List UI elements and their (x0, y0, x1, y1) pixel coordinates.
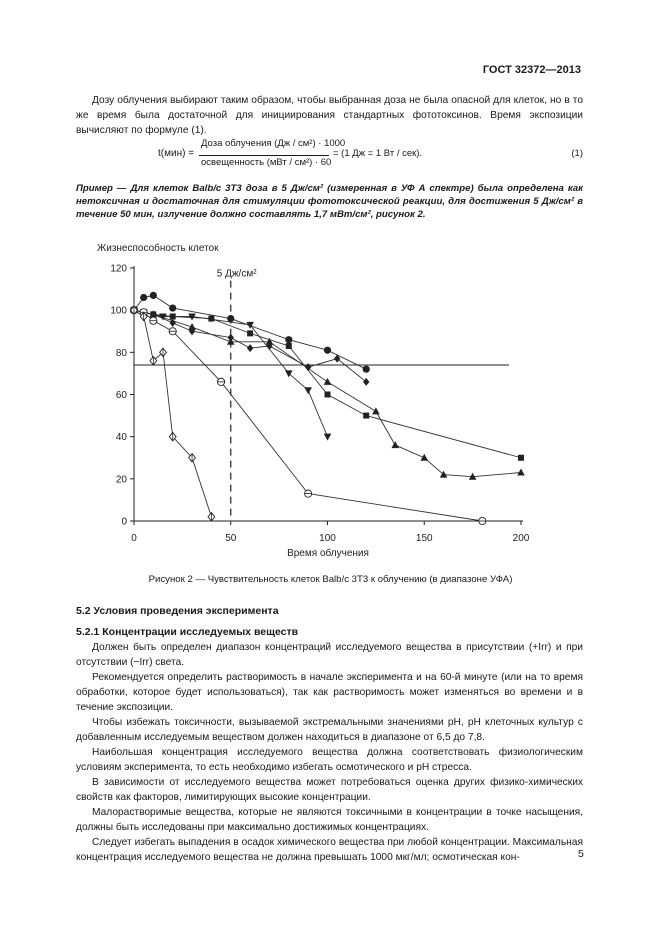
data-point (140, 294, 147, 301)
formula-numerator: Доза облучения (Дж / см²) · 1000 (201, 138, 346, 149)
chart-axes (97, 242, 530, 559)
y-tick-label: 100 (110, 305, 127, 317)
data-point (304, 387, 312, 394)
body-paragraph-6: Малорастворимые вещества, которые не являются токсичными в концентрации в точке насыщения, должны быть исследованы при максимально достижимых концентрациях. (76, 807, 583, 833)
y-axis-label: Жизнеспособность клеток (97, 243, 219, 254)
data-point (285, 370, 293, 377)
dose-annotation: 5 Дж/см² (216, 268, 257, 280)
data-point (247, 344, 253, 352)
subsection-title: 5.2.1 Концентрации исследуемых веществ (76, 626, 299, 638)
body-paragraph-1: Должен быть определен диапазон концентраций исследуемого вещества в присутствии (+Irr) и при отсутствии (−Irr) света. (76, 642, 583, 668)
y-tick-label: 20 (115, 474, 127, 486)
chart-marks (130, 292, 525, 525)
data-point (391, 441, 399, 448)
formula-rhs: = (1 Дж = 1 Вт / сек). (333, 148, 423, 159)
figure-caption: Рисунок 2 — Чувствительность клеток Balb/c 3T3 к облучению (в диапазоне УФА) (148, 574, 513, 585)
y-tick-label: 80 (115, 347, 127, 359)
data-point (170, 313, 176, 319)
y-tick-label: 120 (110, 263, 127, 275)
data-point (440, 471, 448, 478)
data-point (363, 378, 369, 386)
x-tick-label: 0 (131, 533, 137, 544)
example-note: Пример — Для клеток Balb/c 3T3 доза в 5 Дж/см² (измеренная в УФ А спектре) была определена как нетоксичная и достаточная для стимуляции фототоксической реакции, для достижения 5 Дж/см² в течение 50 мин, излучение должно составлять 1,7 мВт/см², рисунок 2. (76, 183, 583, 220)
data-point (324, 378, 332, 385)
y-tick-label: 60 (115, 390, 127, 401)
body-paragraph-2: Рекомендуется определить растворимость в начале эксперимента и на 60-й минуте (или на то время обработки, которое будет использоваться), так как растворимость может изменяться во времени и в течение экспозиции. (76, 672, 583, 713)
y-tick-label: 40 (115, 432, 127, 444)
y-tick-label: 0 (121, 516, 127, 528)
data-point (227, 315, 234, 322)
formula-denominator: освещенность (мВт / см²) · 60 (201, 157, 332, 168)
body-paragraph-4: Наибольшая концентрация исследуемого вещества должна соответствовать физиологическим условиям эксперимента, то есть необходимо избегать осмотического и pH стресса. (76, 747, 583, 773)
section-title: 5.2 Условия проведения эксперимента (76, 605, 279, 617)
body-paragraph-7: Следует избегать выпадения в осадок химического вещества при любой концентрации. Максимальная концентрация исследуемого вещества не должна превышать 1000 мкг/мл; осмотическая кон- (76, 837, 583, 863)
x-tick-label: 150 (415, 533, 433, 544)
data-point (372, 407, 380, 414)
data-point (325, 392, 331, 398)
body-paragraph-5: В зависимости от исследуемого вещества может потребоваться оценка других физико-химических свойств как факторов, лимитирующих высокие концентрации. (76, 777, 583, 803)
data-point (324, 434, 332, 441)
page-number: 5 (578, 848, 584, 860)
intro-paragraph: Дозу облучения выбирают таким образом, чтобы выбранная доза не была опасной для клеток, но в то же время была достаточной для инициирования стандартных фототоксинов. Время экспозиции вычисляют по формуле (1). (76, 95, 583, 136)
data-point (150, 292, 157, 299)
data-point (208, 316, 214, 322)
body-paragraph-3: Чтобы избежать токсичности, вызываемой экстремальными значениями pH, pH клеточных культур с добавленным исследуемым веществом должен находиться в диапазоне от 6,5 до 7,8. (76, 717, 583, 743)
formula-lhs: t(мин) = (158, 148, 195, 159)
x-tick-label: 200 (512, 533, 530, 544)
data-point (363, 413, 369, 419)
data-point (363, 366, 370, 373)
document-code: ГОСТ 32372—2013 (482, 64, 581, 76)
series-line-diamond-cross (134, 310, 211, 517)
data-point (286, 343, 292, 349)
data-point (169, 304, 176, 311)
data-point (324, 347, 331, 354)
data-point (285, 336, 292, 343)
x-tick-label: 50 (225, 533, 237, 544)
data-point (420, 454, 428, 461)
x-axis-label: Время облучения (287, 548, 369, 559)
series-line-circle-cross (134, 310, 482, 521)
data-point (517, 469, 525, 476)
x-tick-label: 100 (319, 533, 336, 544)
data-point (247, 330, 253, 336)
formula-number: (1) (571, 148, 583, 159)
data-point (518, 455, 524, 461)
